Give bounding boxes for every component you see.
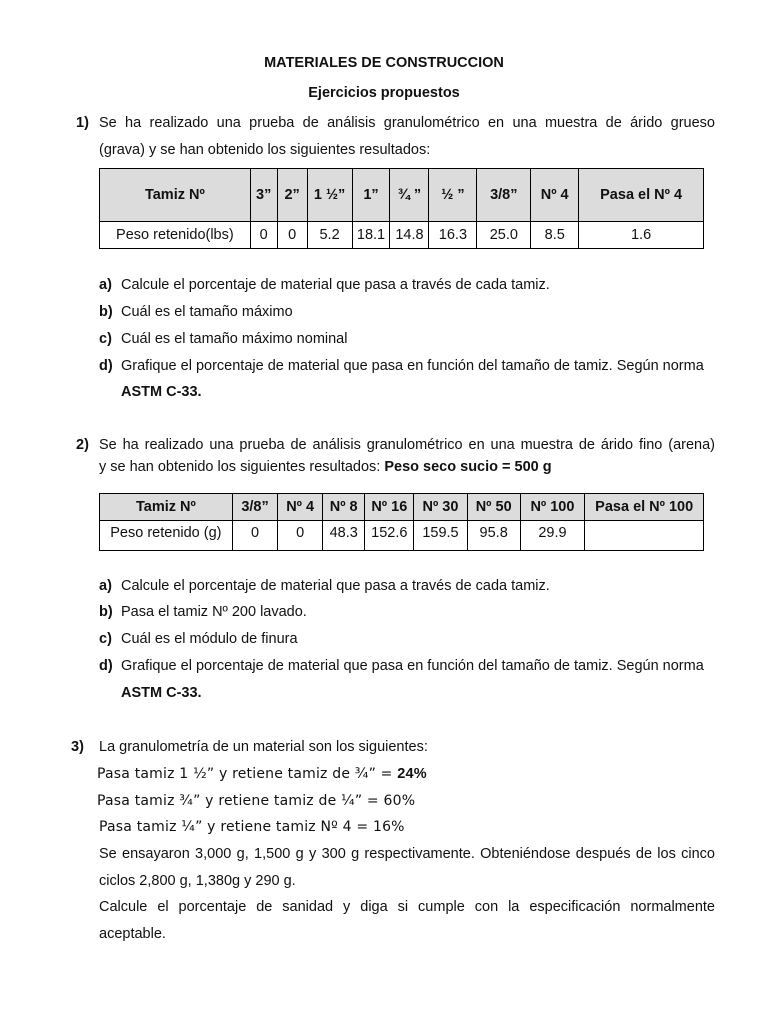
exercise-1-line-2: (grava) y se han obtenido los siguientes resultados: [99,142,431,158]
header-cell: 2” [277,169,307,222]
exercise-3-line-3-text: Pasa tamiz ¼” y retiene tamiz Nº 4 = [99,819,373,835]
exercise-2-item-a: Calcule el porcentaje de material que pasa a través de cada tamiz. [121,578,550,594]
document-title: MATERIALES DE CONSTRUCCION [264,55,504,71]
exercise-2-item-b: Pasa el tamiz Nº 200 lavado. [121,604,307,620]
exercise-2-item-a-letter: a) [99,578,112,594]
row-label-cell: Peso retenido (g) [100,521,233,551]
header-cell: Nº 16 [365,494,414,521]
header-cell: Nº 8 [322,494,365,521]
exercise-3-number: 3) [71,739,84,755]
value-cell: 14.8 [390,222,429,249]
header-cell: 3” [250,169,277,222]
header-cell: 3/8” [232,494,278,521]
exercise-3-intro: La granulometría de un material son los siguientes: [99,739,428,755]
exercise-1-item-c: Cuál es el tamaño máximo nominal [121,331,348,347]
exercise-3-paragraph-1-line-2: ciclos 2,800 g, 1,380g y 290 g. [99,873,296,889]
header-cell: Nº 4 [278,494,323,521]
exercise-1-item-a-letter: a) [99,277,112,293]
exercise-1-table [99,168,704,249]
header-cell: 3/8” [477,169,531,222]
exercise-1-item-a: Calcule el porcentaje de material que pasa a través de cada tamiz. [121,277,550,293]
table-row [100,222,704,249]
value-cell: 48.3 [322,521,365,551]
exercise-3-paragraph-1-line-1: Se ensayaron 3,000 g, 1,500 g y 300 g respectivamente. Obteniéndose después de los cinco [99,846,715,862]
value-cell: 25.0 [477,222,531,249]
exercise-1-number: 1) [76,115,89,131]
row-label-cell: Peso retenido(lbs) [100,222,251,249]
exercise-3-line-3 [99,819,405,835]
value-cell: 159.5 [414,521,468,551]
exercise-2-item-c: Cuál es el módulo de finura [121,631,298,647]
exercise-1-item-d-letter: d) [99,358,113,374]
header-cell: Nº 30 [414,494,468,521]
exercise-2-dry-weight: Peso seco sucio = 500 g [384,459,552,475]
exercise-2-item-d: Grafique el porcentaje de material que pasa en función del tamaño de tamiz. Según norma [121,658,704,674]
exercise-2-item-b-letter: b) [99,604,113,620]
exercise-2-line-2 [99,459,552,475]
exercise-3-line-2-text: Pasa tamiz ¾” y retiene tamiz de ¼” = [97,793,384,809]
value-cell: 152.6 [365,521,414,551]
exercise-1-item-d: Grafique el porcentaje de material que pasa en función del tamaño de tamiz. Según norma [121,358,704,374]
header-cell: ¾ ” [390,169,429,222]
header-cell: 1” [352,169,390,222]
value-cell: 0 [278,521,323,551]
header-cell: Nº 50 [467,494,520,521]
value-cell: 95.8 [467,521,520,551]
exercise-1-norm: ASTM C-33. [121,384,202,400]
exercise-2-item-d-letter: d) [99,658,113,674]
header-cell: Tamiz Nº [100,169,251,222]
document-subtitle: Ejercicios propuestos [308,85,460,101]
value-cell [585,521,704,551]
value-cell: 18.1 [352,222,390,249]
value-cell: 5.2 [307,222,352,249]
table-header-row [100,169,704,222]
exercise-3-line-1-value: 24% [397,766,427,782]
exercise-1-item-c-letter: c) [99,331,112,347]
header-cell: Nº 4 [531,169,579,222]
exercise-1-line-1: Se ha realizado una prueba de análisis granulométrico en una muestra de árido grueso [99,115,715,131]
header-cell: 1 ½” [307,169,352,222]
value-cell: 16.3 [429,222,477,249]
header-cell: Pasa el Nº 4 [579,169,704,222]
exercise-1-item-b-letter: b) [99,304,113,320]
exercise-2-norm: ASTM C-33. [121,685,202,701]
exercise-3-line-1 [97,766,427,782]
value-cell: 29.9 [520,521,585,551]
value-cell: 8.5 [531,222,579,249]
exercise-2-line-1: Se ha realizado una prueba de análisis granulométrico en una muestra de árido fino (arena) [99,437,715,453]
value-cell: 0 [250,222,277,249]
table-row [100,521,704,551]
value-cell: 0 [232,521,278,551]
exercise-3-line-2-value: 60% [383,793,416,809]
exercise-2-number: 2) [76,437,89,453]
header-cell: ½ ” [429,169,477,222]
exercise-1-item-b: Cuál es el tamaño máximo [121,304,293,320]
table-header-row [100,494,704,521]
value-cell: 1.6 [579,222,704,249]
exercise-3-line-1-text: Pasa tamiz 1 ½” y retiene tamiz de ¾” = [97,766,398,782]
header-cell: Nº 100 [520,494,585,521]
exercise-3-paragraph-2-line-1: Calcule el porcentaje de sanidad y diga si cumple con la especificación normalmente [99,899,715,915]
header-cell: Pasa el Nº 100 [585,494,704,521]
exercise-2-item-c-letter: c) [99,631,112,647]
header-cell: Tamiz Nº [100,494,233,521]
exercise-2-table [99,493,704,551]
value-cell: 0 [277,222,307,249]
exercise-3-line-2 [97,793,415,809]
exercise-3-paragraph-2-line-2: aceptable. [99,926,166,942]
exercise-3-line-3-value: 16% [372,819,405,835]
exercise-2-line-2-text: y se han obtenido los siguientes resultados: [99,459,385,475]
